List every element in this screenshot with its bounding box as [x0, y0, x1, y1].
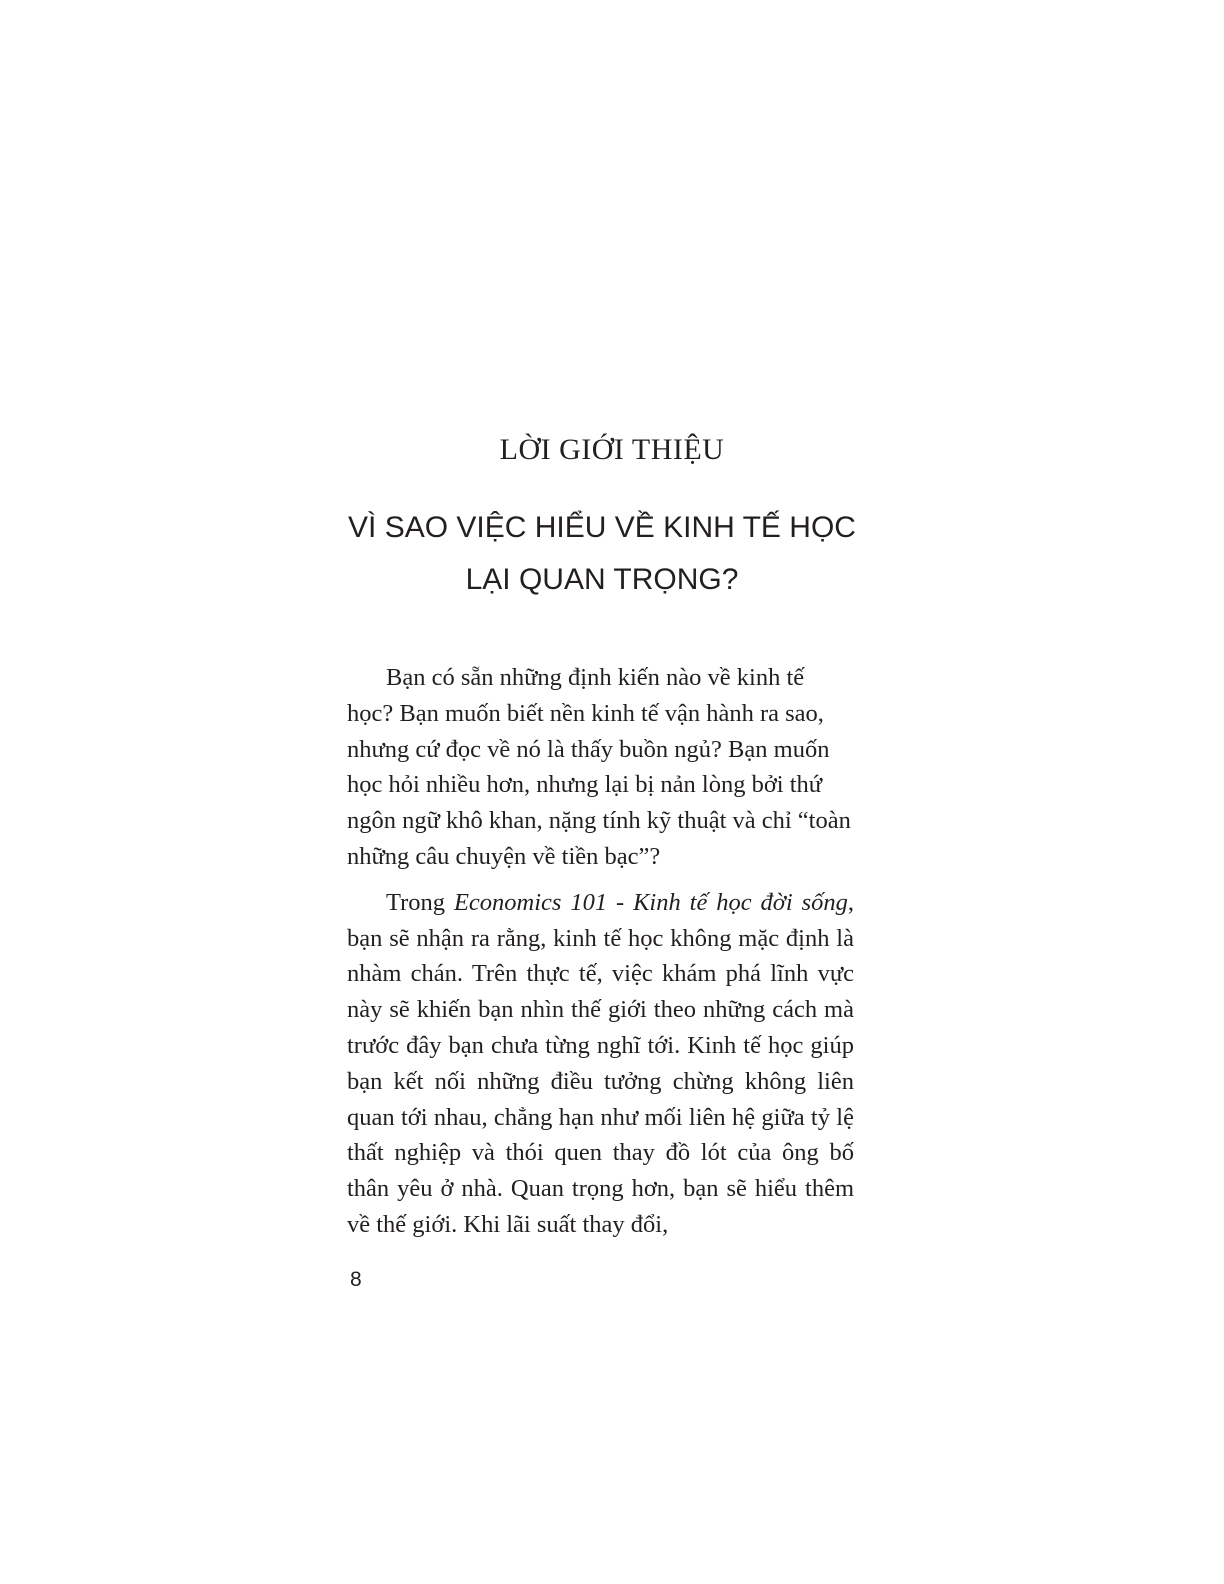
book-title: Economics 101 - Kinh tế học đời sống — [453, 888, 848, 916]
paragraph-1: Bạn có sẵn những định kiến nào về kinh tế học? Bạn muốn biết nền kinh tế vận hành ra sao, nhưng cứ đọc về nó là thấy buồn ngủ? Bạn muốn học hỏi nhiều hơn, nhưng lại bị nản lòng bởi thứ ngôn ngữ khô khan, nặng tính kỹ thuật và chỉ “toàn những câu chuyện về tiền bạc”? — [347, 664, 851, 870]
chapter-title-line-1: VÌ SAO VIỆC HIỂU VỀ KINH TẾ HỌC — [348, 511, 856, 544]
chapter-title-line-2: LẠI QUAN TRỌNG? — [465, 563, 739, 596]
section-label: LỜI GIỚI THIỆU — [499, 433, 725, 466]
paragraph-2 — [347, 885, 854, 1243]
chapter-title — [0, 502, 1204, 606]
page-number: 8 — [350, 1268, 362, 1291]
paragraph-2-text: , bạn sẽ nhận ra rằng, kinh tế học không mặc định là nhàm chán. Trên thực tế, việc khám phá lĩnh vực này sẽ khiến bạn nhìn thế giới theo những cách mà trước đây bạn chưa từng nghĩ tới. Kinh tế học giúp bạn kết nối những điều tưởng chừng không liên quan tới nhau, chẳng hạn như mối liên hệ giữa tỷ lệ thất nghiệp và thói quen thay đồ lót của ông bố thân yêu ở nhà. Quan trọng hơn, bạn sẽ hiểu thêm về thế giới. Khi lãi suất thay đổi, — [347, 888, 855, 1238]
paragraph-2-lead: Trong — [386, 888, 454, 916]
body-text — [347, 660, 854, 1243]
